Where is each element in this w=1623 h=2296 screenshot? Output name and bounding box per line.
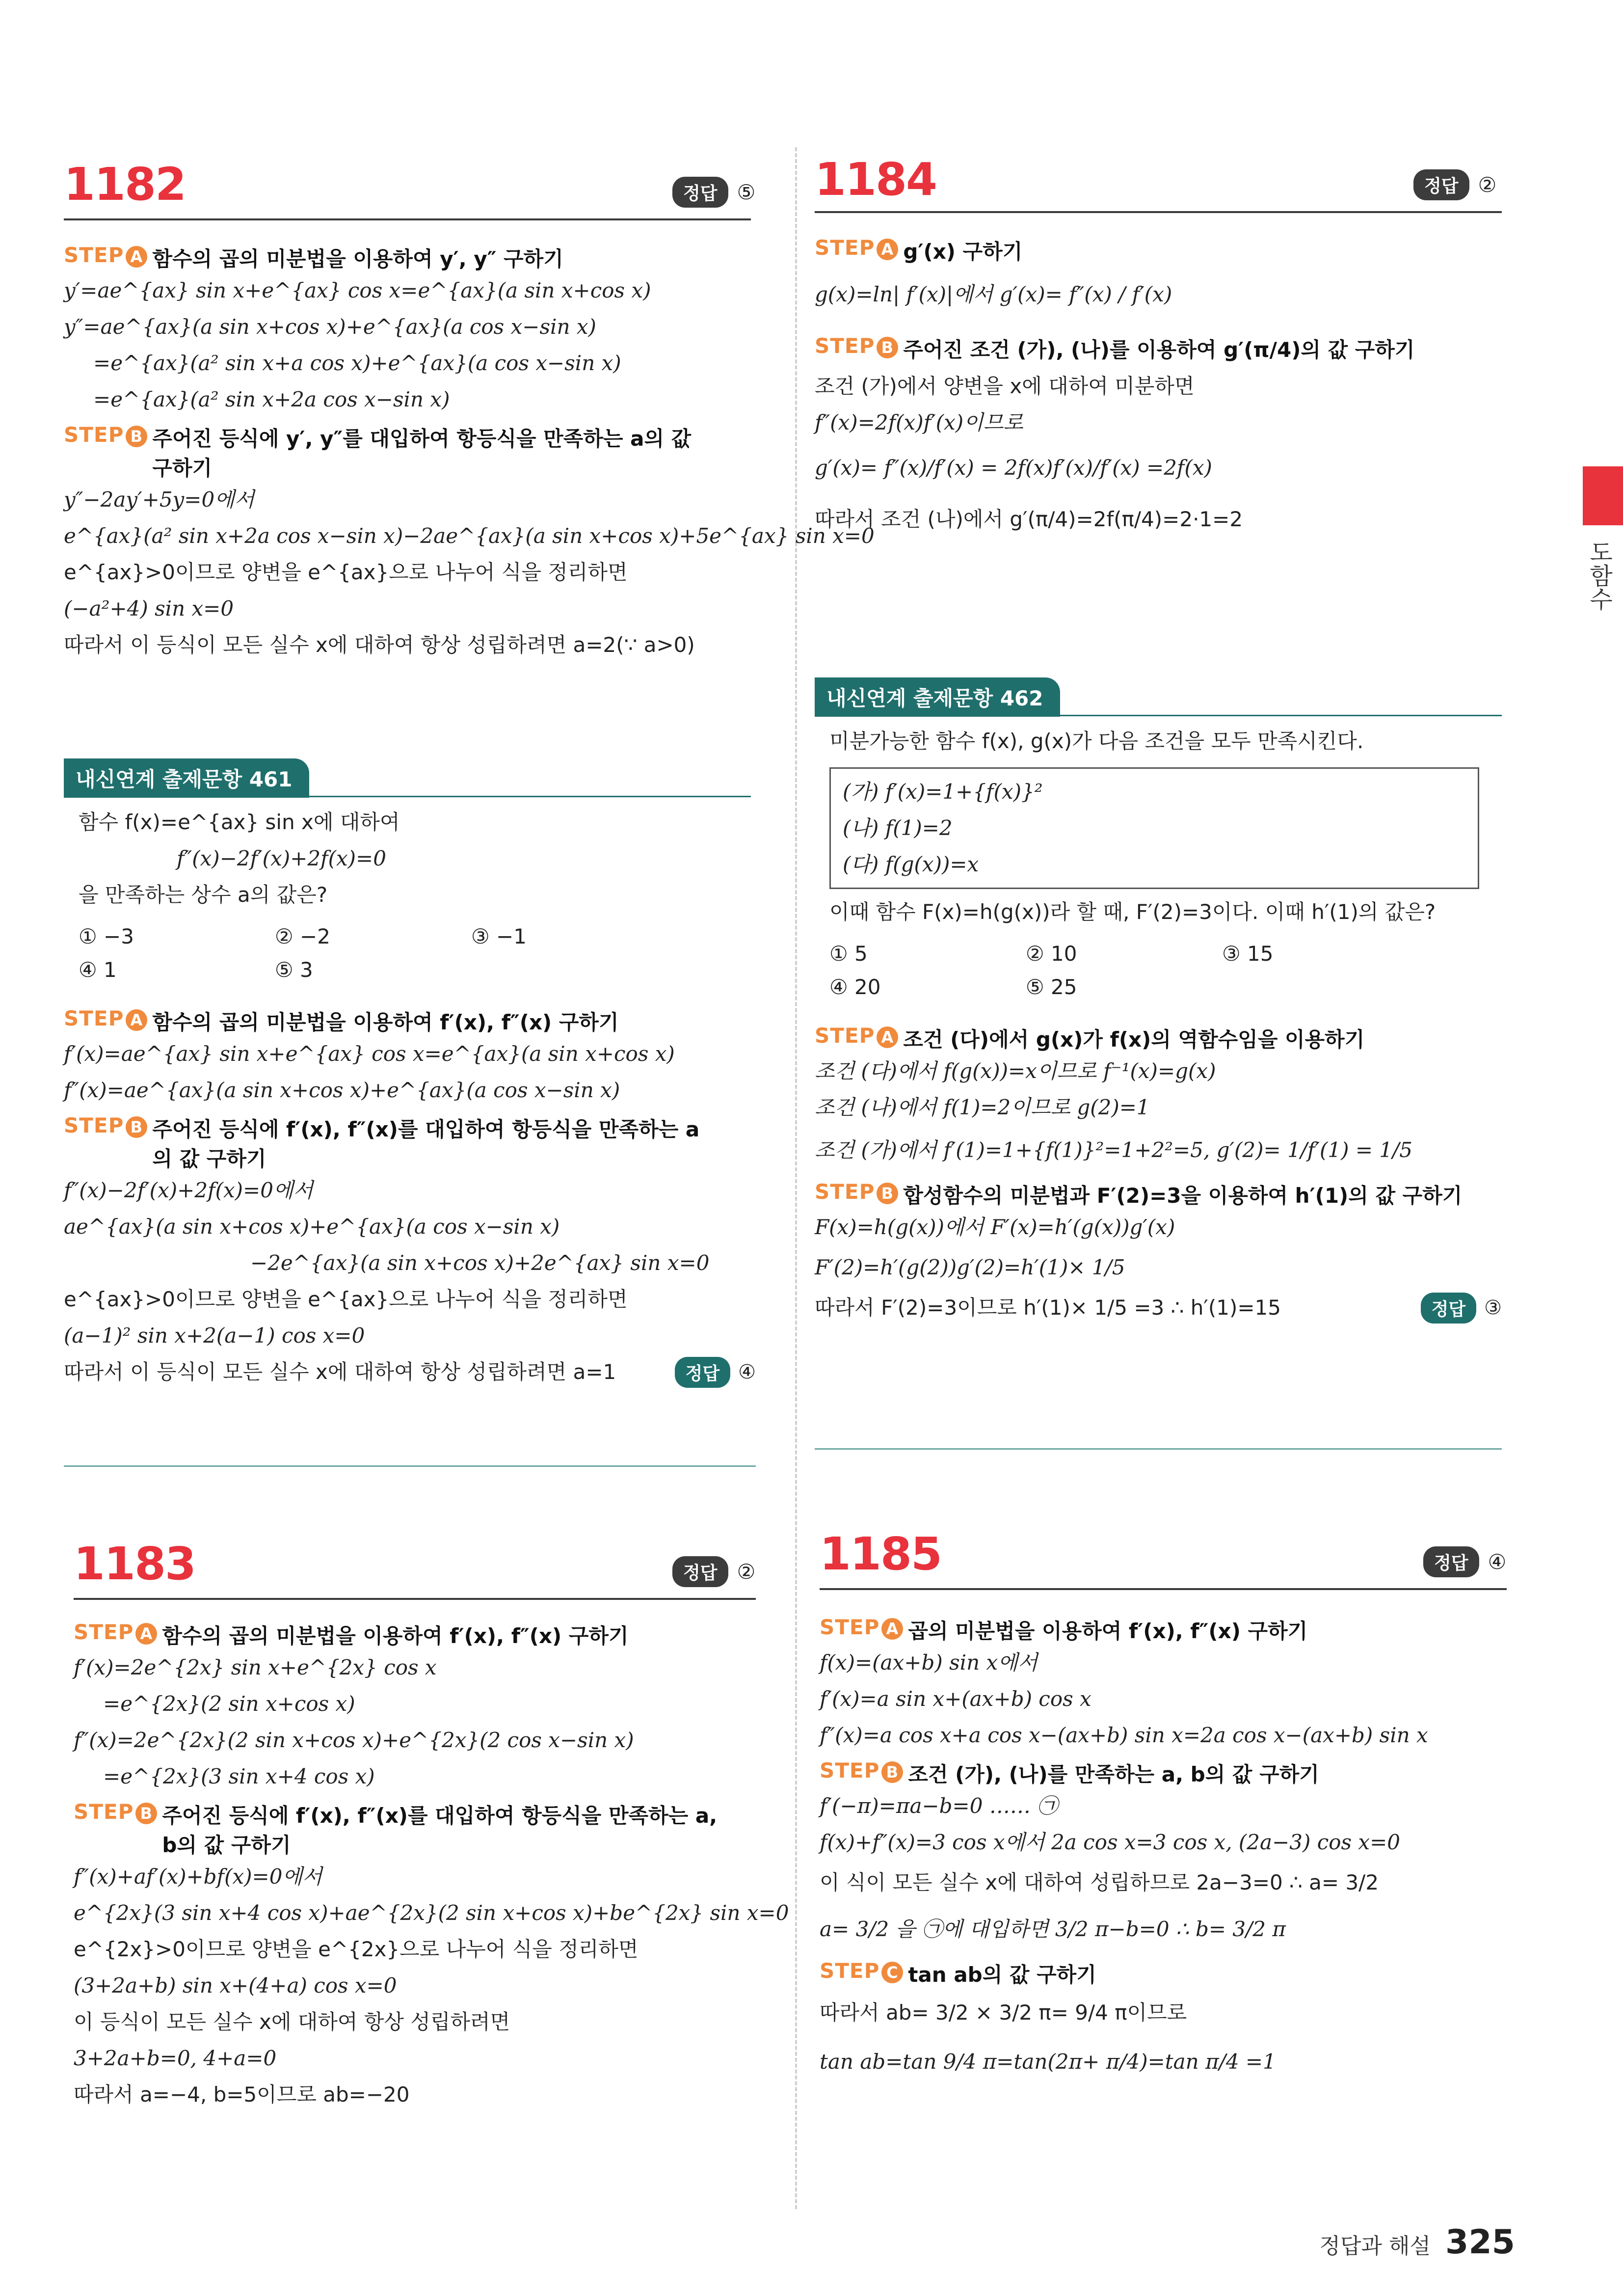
step-b: STEP B 주어진 등식에 f′(x), f″(x)를 대입하여 항등식을 만족하는 a의 값 구하기 [64, 1113, 700, 1171]
answer-value: ③ [1484, 1297, 1502, 1319]
answer-badge: 정답 [675, 1357, 731, 1388]
choices [829, 937, 1497, 1004]
line: g′(x)= f″(x)/f′(x) = 2f(x)f′(x)/f′(x) =2f(x) [815, 456, 1212, 480]
line: −2e^{ax}(a sin x+cos x)+2e^{ax} sin x=0 [250, 1251, 710, 1275]
step-a: STEP A 조건 (다)에서 g(x)가 f(x)의 역함수임을 이용하기 [815, 1024, 1365, 1052]
choice[interactable]: ③ −1 [471, 924, 527, 948]
line: f″(x)−2f′(x)+2f(x)=0에서 [64, 1178, 314, 1202]
answer-value: ④ [1488, 1550, 1507, 1574]
line: 따라서 F′(2)=3이므로 h′(1)× 1/5 =3 ∴ h′(1)=15 [815, 1296, 1281, 1320]
stem-line: 미분가능한 함수 f(x), g(x)가 다음 조건을 모두 만족시킨다. [829, 729, 1364, 753]
stem-line: 을 만족하는 상수 a의 값은? [79, 883, 328, 907]
answer-value: ② [1478, 173, 1497, 197]
condition: (가) f′(x)=1+{f(x)}² [843, 780, 1043, 804]
step-a: STEP A 함수의 곱의 미분법을 이용하여 f′(x), f″(x) 구하기 [74, 1620, 629, 1648]
stem-line: f″(x)−2f′(x)+2f(x)=0 [177, 846, 386, 870]
line: 이 식이 모든 실수 x에 대하여 성립하므로 2a−3=0 ∴ a= 3/2 [820, 1870, 1379, 1894]
related-problem-461 [64, 758, 761, 1390]
line: f′(x)=a sin x+(ax+b) cos x [820, 1687, 1091, 1711]
line: 따라서 조건 (나)에서 g′(π/4)=2f(π/4)=2·1=2 [815, 507, 1243, 531]
line: 따라서 이 등식이 모든 실수 x에 대하여 항상 성립하려면 a=1 [64, 1360, 616, 1384]
answer-1183 [672, 1556, 755, 1587]
page-footer [1320, 2223, 1515, 2262]
line: (−a²+4) sin x=0 [64, 596, 234, 621]
related-problem-header: 내신연계 출제문항 462 [815, 677, 1060, 717]
problem-1182 [64, 158, 751, 211]
answer-value: ② [737, 1560, 756, 1584]
line: ae^{ax}(a sin x+cos x)+e^{ax}(a cos x−sin x) [64, 1215, 560, 1239]
line: e^{2x}>0이므로 양변을 e^{2x}으로 나누어 식을 정리하면 [74, 1937, 639, 1961]
answer-value: ④ [738, 1361, 756, 1383]
line: 따라서 이 등식이 모든 실수 x에 대하여 항상 성립하려면 a=2(∵ a>0) [64, 633, 695, 657]
step-c: STEP C tan ab의 값 구하기 [820, 1959, 1096, 1987]
line: f(x)+f″(x)=3 cos x에서 2a cos x=3 cos x, (2a−3) cos x=0 [820, 1830, 1401, 1854]
line: f′(x)=2e^{2x} sin x+e^{2x} cos x [74, 1655, 437, 1679]
problem-number: 1184 [815, 153, 937, 206]
answer-badge: 정답 [672, 177, 728, 208]
footer-label: 정답과 해설 [1319, 2234, 1431, 2259]
problem-number: 1182 [64, 158, 186, 211]
choice[interactable]: ① 5 [829, 942, 868, 966]
answer-badge: 정답 [1423, 1546, 1479, 1577]
line: 이 등식이 모든 실수 x에 대하여 항상 성립하려면 [74, 2010, 510, 2034]
problem-1185 [820, 1528, 942, 1580]
line: g(x)=ln| f′(x)|에서 g′(x)= f″(x) / f′(x) [815, 282, 1172, 306]
answer-1184 [1413, 169, 1496, 200]
line: f′(x)=ae^{ax} sin x+e^{ax} cos x=e^{ax}(a sin x+cos x) [64, 1042, 675, 1066]
line: (3+2a+b) sin x+(4+a) cos x=0 [74, 1973, 397, 1998]
choice[interactable]: ② −2 [275, 924, 330, 948]
choice[interactable]: ⑤ 25 [1026, 975, 1077, 999]
line: 조건 (가)에서 f′(1)=1+{f(1)}²=1+2²=5, g′(2)= 1/f′(1) = 1/5 [815, 1138, 1412, 1162]
line: 조건 (다)에서 f(g(x))=x이므로 f⁻¹(x)=g(x) [815, 1059, 1216, 1083]
line: f(x)=(ax+b) sin x에서 [820, 1650, 1038, 1675]
line: =e^{2x}(2 sin x+cos x) [103, 1692, 355, 1716]
choice[interactable]: ③ 15 [1222, 942, 1274, 966]
line: e^{ax}>0이므로 양변을 e^{ax}으로 나누어 식을 정리하면 [64, 560, 628, 584]
line: =e^{2x}(3 sin x+4 cos x) [103, 1764, 375, 1788]
divider [815, 1448, 1502, 1450]
line: f″(x)=2f(x)f′(x)이므로 [815, 410, 1023, 434]
choice[interactable]: ⑤ 3 [275, 958, 313, 982]
solution-1183 [74, 1620, 789, 2113]
line: tan ab=tan 9/4 π=tan(2π+ π/4)=tan π/4 =1 [820, 2050, 1276, 2074]
step-b: STEP B 조건 (가), (나)를 만족하는 a, b의 값 구하기 [820, 1758, 1319, 1786]
answer-badge: 정답 [672, 1556, 728, 1587]
step-b: STEP B 주어진 조건 (가), (나)를 이용하여 g′(π/4)의 값 구하기 [815, 334, 1415, 362]
problem-number: 1183 [74, 1538, 196, 1590]
choice[interactable]: ④ 20 [829, 975, 881, 999]
solution-1185 [820, 1615, 1517, 2086]
line: e^{ax}>0이므로 양변을 e^{ax}으로 나누어 식을 정리하면 [64, 1287, 628, 1311]
divider [815, 211, 1502, 213]
related-problem-header: 내신연계 출제문항 461 [64, 758, 309, 798]
step-b: STEP B 주어진 등식에 f′(x), f″(x)를 대입하여 항등식을 만족하는 a, b의 값 구하기 [74, 1800, 718, 1857]
step-b: STEP B 합성함수의 미분법과 F′(2)=3을 이용하여 h′(1)의 값 구하기 [815, 1180, 1463, 1208]
step-a: STEP A g′(x) 구하기 [815, 236, 1023, 264]
line: 따라서 ab= 3/2 × 3/2 π= 9/4 π이므로 [820, 2000, 1187, 2025]
step-a: STEP A 함수의 곱의 미분법을 이용하여 y′, y″ 구하기 [64, 243, 563, 271]
line: F(x)=h(g(x))에서 F′(x)=h′(g(x))g′(x) [815, 1215, 1175, 1239]
line: 조건 (나)에서 f(1)=2이므로 g(2)=1 [815, 1095, 1150, 1119]
line: (a−1)² sin x+2(a−1) cos x=0 [64, 1324, 365, 1348]
answer-1185 [1423, 1546, 1506, 1577]
divider [64, 218, 751, 220]
question: 이때 함수 F(x)=h(g(x))라 할 때, F′(2)=3이다. 이때 h′(1)의 값은? [829, 900, 1436, 924]
answer-1182 [672, 177, 755, 208]
line: =e^{ax}(a² sin x+a cos x)+e^{ax}(a cos x−sin x) [93, 351, 621, 375]
page-number: 325 [1445, 2223, 1515, 2262]
answer-badge: 정답 [1413, 169, 1469, 200]
answer-value: ⑤ [737, 180, 756, 204]
line: =e^{ax}(a² sin x+2a cos x−sin x) [93, 387, 450, 411]
divider [64, 1465, 756, 1467]
divider [820, 1588, 1507, 1590]
answer-badge: 정답 [1421, 1293, 1477, 1324]
step-a: STEP A 곱의 미분법을 이용하여 f′(x), f″(x) 구하기 [820, 1615, 1308, 1643]
chapter-label: 도함수 [1585, 540, 1613, 611]
line: 3+2a+b=0, 4+a=0 [74, 2046, 277, 2070]
line: e^{2x}(3 sin x+4 cos x)+ae^{2x}(2 sin x+cos x)+be^{2x} sin x=0 [74, 1901, 789, 1925]
column-divider [795, 147, 797, 2209]
line: f′(−π)=πa−b=0 …… ㉠ [820, 1794, 1058, 1818]
line: f″(x)=a cos x+a cos x−(ax+b) sin x=2a cos x−(ax+b) sin x [820, 1723, 1428, 1747]
line: F′(2)=h′(g(2))g′(2)=h′(1)× 1/5 [815, 1255, 1125, 1279]
line: y″=ae^{ax}(a sin x+cos x)+e^{ax}(a cos x−sin x) [64, 315, 596, 339]
line: y″−2ay′+5y=0에서 [64, 487, 255, 512]
step-b: STEP B 주어진 등식에 y′, y″를 대입하여 항등식을 만족하는 a의 값 구하기 [64, 423, 692, 480]
problem-1183 [74, 1538, 196, 1590]
line: y′=ae^{ax} sin x+e^{ax} cos x=e^{ax}(a sin x+cos x) [64, 278, 651, 302]
conditions-box [829, 767, 1479, 889]
condition: (나) f(1)=2 [843, 816, 953, 840]
choice[interactable]: ② 10 [1026, 942, 1077, 966]
solution-1184 [815, 236, 1512, 544]
line: f″(x)=2e^{2x}(2 sin x+cos x)+e^{2x}(2 cos x−sin x) [74, 1728, 634, 1752]
related-problem-462 [815, 677, 1512, 1326]
line: a= 3/2 을 ㉠에 대입하면 3/2 π−b=0 ∴ b= 3/2 π [820, 1917, 1286, 1941]
line: 따라서 a=−4, b=5이므로 ab=−20 [74, 2082, 410, 2107]
step-a: STEP A 함수의 곱의 미분법을 이용하여 f′(x), f″(x) 구하기 [64, 1006, 619, 1034]
line: 조건 (가)에서 양변을 x에 대하여 미분하면 [815, 374, 1195, 398]
line: e^{ax}(a² sin x+2a cos x−sin x)−2ae^{ax}(a sin x+cos x)+5e^{ax} sin x=0 [64, 524, 875, 548]
chapter-tab [1583, 466, 1623, 525]
problem-1184 [815, 153, 937, 206]
stem-line: 함수 f(x)=e^{ax} sin x에 대하여 [79, 810, 400, 834]
solution-1182 [64, 243, 875, 663]
line: f″(x)+af′(x)+bf(x)=0에서 [74, 1864, 322, 1889]
line: f″(x)=ae^{ax}(a sin x+cos x)+e^{ax}(a cos x−sin x) [64, 1078, 620, 1102]
choices [79, 920, 746, 987]
choice[interactable]: ① −3 [79, 924, 134, 948]
problem-number: 1185 [820, 1528, 942, 1580]
choice[interactable]: ④ 1 [79, 958, 117, 982]
divider [74, 1598, 756, 1600]
condition: (다) f(g(x))=x [843, 852, 979, 876]
